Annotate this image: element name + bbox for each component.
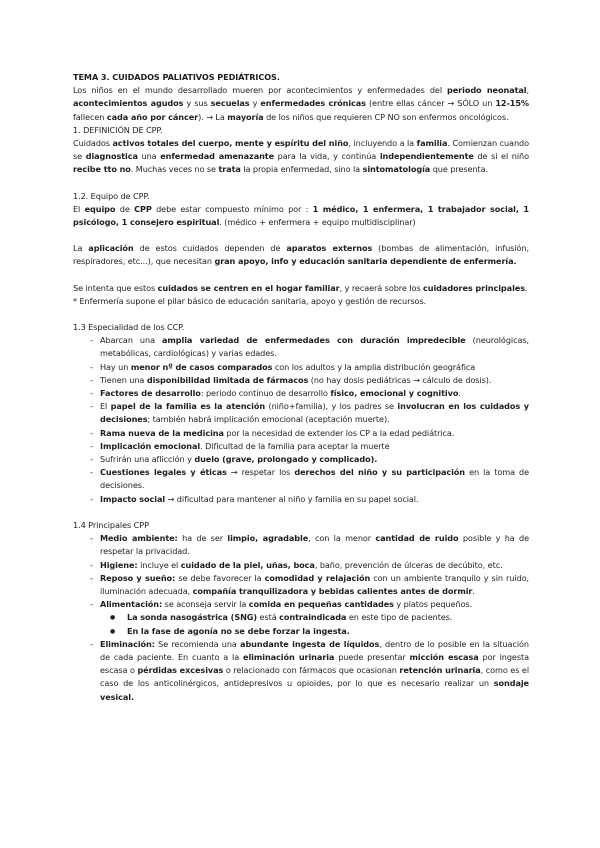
home-care-paragraph: Se intenta que estos cuidados se centren en el hogar familiar, y recaerá sobre los cuidadores principales. [73,282,528,293]
list-item: - Implicación emocional. Dificultad de la familia para aceptar la muerte [73,440,529,453]
list-item: - El papel de la familia es la atención (niño+familia), y los padres se involucran en los cuidados y decisiones; también habrá implicación emocional (aceptación muerte). [73,400,529,426]
definition-paragraph: Cuidados activos totales del cuerpo, mente y espíritu del niño, incluyendo a la familia. Comienzan cuando se diagnostica una enfermedad amenazante para la vida, y continúa independientemente de si el niño recibe tto no. Muchas veces no se trata la propia enfermedad, sino la sintomatología que presenta. [73,138,529,175]
application-paragraph: La aplicación de estos cuidados dependen de aparatos externos (bombas de alimentación, infusión, respiradores, etc...), que necesitan gran apoyo, info y educación sanitaria dependiente de enfermería. [73,243,530,267]
sub-list-item: ● La sonda nasogástrica (SNG) está contraindicada en este tipo de pacientes. [100,611,529,624]
list-item: - Medio ambiente: ha de ser limpio, agradable, con la menor cantidad de ruido posible y ha de respetar la privacidad. [73,532,529,558]
nursing-note: * Enfermería supone el pilar básico de educación sanitaria, apoyo y gestión de recursos. [73,295,427,306]
section-1-heading: 1. DEFINICIÓN DE CPP. [73,124,163,135]
list-item: - Impacto social → dificultad para mantener al niño y familia en su papel social. [73,493,529,506]
list-item: - Eliminación: Se recomienda una abundante ingesta de líquidos, dentro de lo posible en la situación de cada paciente. En cuanto a la eliminación urinaria puede presentar micción escasa por ingesta escasa o pérdidas excesivas o relacionado con fármacos que ocasionan retención urinaria, como es el caso de los anticolinérgicos, antidepresivos u opioides, por lo que es necesario realizar un sondaje vesical. [73,638,529,704]
list-item: - Higiene: incluye el cuidado de la piel, uñas, boca, baño, prevención de úlceras de decúbito, etc. [73,559,529,572]
team-paragraph: El equipo de CPP debe estar compuesto mínimo por : 1 médico, 1 enfermera, 1 trabajador social, 1 psicólogo, 1 consejero espiritual. (médico + enfermera + equipo multidisciplinar) [73,203,529,228]
section-1-4-heading: 1.4 Principales CPP [73,519,149,530]
document-title: TEMA 3. CUIDADOS PALIATIVOS PEDIÁTRICOS. [73,72,280,82]
section-1-3-heading: 1.3 Especialidad de los CCP. [73,322,185,333]
specialty-list [73,334,529,506]
list-item: - Rama nueva de la medicina por la necesidad de extender los CP a la edad pediátrica. [73,427,529,440]
principal-care-list [73,532,529,704]
list-item: - Factores de desarrollo: periodo contínuo de desarrollo físico, emocional y cognitivo. [73,387,529,400]
list-item: - Sufrirán una aflicción y duelo (grave, prolongado y complicado). [73,453,529,466]
list-item: - Cuestiones legales y éticas → respetar los derechos del niño y su participación en la toma de decisiones. [73,466,529,492]
list-item: - Alimentación: se aconseja servir la comida en pequeñas cantidades y platos pequeños. ● La sonda nasogástrica (SNG) está contraindicada en este tipo de pacientes. ● En la fase de agonía no se debe forzar la ingesta. [73,598,529,638]
list-item: - Abarcan una amplia variedad de enfermedades con duración impredecible (neurológicas, metabólicas, cardiológicas) y varias edades. [73,334,529,360]
list-item: - Reposo y sueño: se debe favorecer la comodidad y relajación con un ambiente tranquilo y sin ruido, iluminación adecuada, compañía tranquilizadora y bebidas calientes antes de dormir. [73,572,529,598]
sub-list-item: ● En la fase de agonía no se debe forzar la ingesta. [100,625,529,638]
list-item: - Tienen una disponibilidad limitada de fármacos (no hay dosis pediátricas → cálculo de dosis). [73,374,529,387]
document-page [73,71,529,704]
sub-list [100,611,529,637]
intro-paragraph: Los niños en el mundo desarrollado mueren por acontecimientos y enfermedades del periodo neonatal, acontecimientos agudos y sus secuelas y enfermedades crónicas (entre ellas cáncer → SÓLO un 12-15% fallecen cada año por cáncer). → La mayoría de los niños que requieren CP NO son enfermos oncológicos. [73,85,529,122]
section-1-2-heading: 1.2. Equipo de CPP. [73,190,150,201]
list-item: - Hay un menor nº de casos comparados con los adultos y la amplia distribución geográfica [73,361,529,374]
